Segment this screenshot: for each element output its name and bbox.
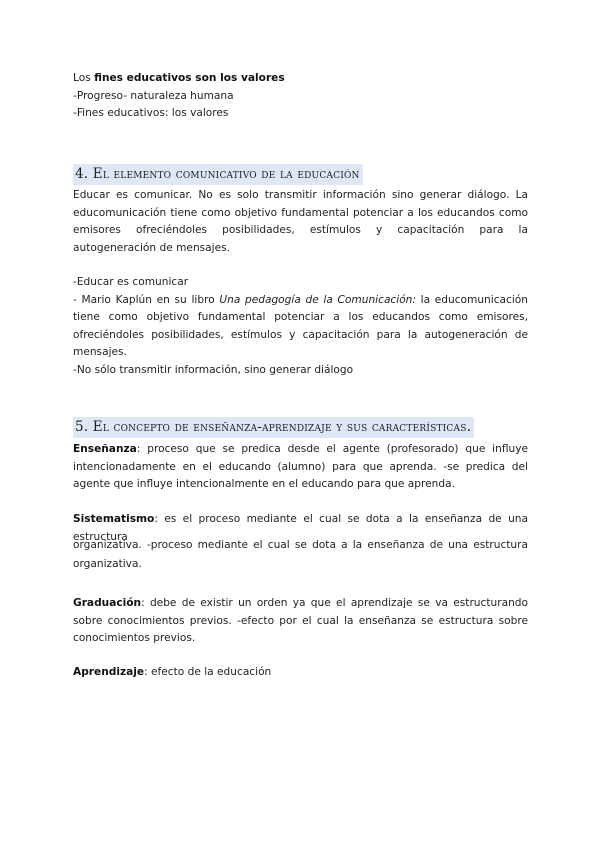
intro-block xyxy=(73,70,528,123)
sistematismo-term: Sistematismo xyxy=(73,513,155,525)
intro-line-2: -Fines educativos: los valores xyxy=(73,107,229,119)
kaplun-suffix: la educomunicación tiene como objetivo fundamental potenciar a los educandos como emisores, ofreciéndoles posibilidades, estímulos y capacitación para la autogeneración de mensajes. xyxy=(73,293,528,358)
intro-bold: fines educativos son los valores xyxy=(94,72,285,84)
aprendizaje-term: Aprendizaje xyxy=(73,666,145,678)
bullet-educar: -Educar es comunicar xyxy=(73,276,189,288)
sistematismo-line-2: organizativa. -proceso mediante el cual se dota a la enseñanza de una estructura xyxy=(73,539,528,551)
intro-prefix: Los xyxy=(73,72,95,84)
aprendizaje-paragraph xyxy=(73,664,528,682)
ensenanza-text: : proceso que se predica desde el agente (profesorado) que influye intencionadamente en el educando (alumno) para que aprenda. -se predica del agente que influye intencionalmente en el educando para que aprenda. xyxy=(73,443,528,490)
sistematismo-paragraph xyxy=(73,511,528,574)
kaplun-prefix: - Mario Kaplún en su libro xyxy=(73,293,220,306)
section-4-bullets xyxy=(73,274,528,379)
graduacion-text: : debe de existir un orden ya que el aprendizaje se va estructurando sobre conocimientos previos. -efecto por el cual la enseñanza se estructura sobre conocimientos previos. xyxy=(73,597,528,644)
section-4-paragraph: Educar es comunicar. No es solo transmitir información sino generar diálogo. La educomunicación tiene como objetivo fundamental potenciar a los educandos como emisores ofreciéndoles posibilidades, estímulos y capacitación para la autogeneración de mensajes. xyxy=(73,189,528,254)
sistematismo-line-1: Sistematismo: es el proceso mediante el cual se dota a la enseñanza de una estructura xyxy=(73,513,528,543)
section-5-heading: 5. El concepto de enseñanza-aprendizaje y sus características. xyxy=(73,417,474,438)
bullet-dialogo: -No sólo transmitir información, sino generar diálogo xyxy=(73,363,354,376)
graduacion-term: Graduación xyxy=(73,597,142,609)
intro-line-1: -Progreso- naturaleza humana xyxy=(73,89,234,102)
section-4-heading: 4. El elemento comunicativo de la educación xyxy=(73,164,363,185)
ensenanza-paragraph xyxy=(73,441,528,494)
intro-title xyxy=(73,70,528,88)
graduacion-paragraph xyxy=(73,595,528,648)
bullet-kaplun xyxy=(73,292,528,362)
aprendizaje-text: : efecto de la educación xyxy=(144,666,272,678)
ensenanza-term: Enseñanza xyxy=(73,443,137,455)
book-title: Una pedagogía de la Comunicación: xyxy=(219,293,416,306)
sistematismo-line-3: organizativa. xyxy=(73,558,142,570)
